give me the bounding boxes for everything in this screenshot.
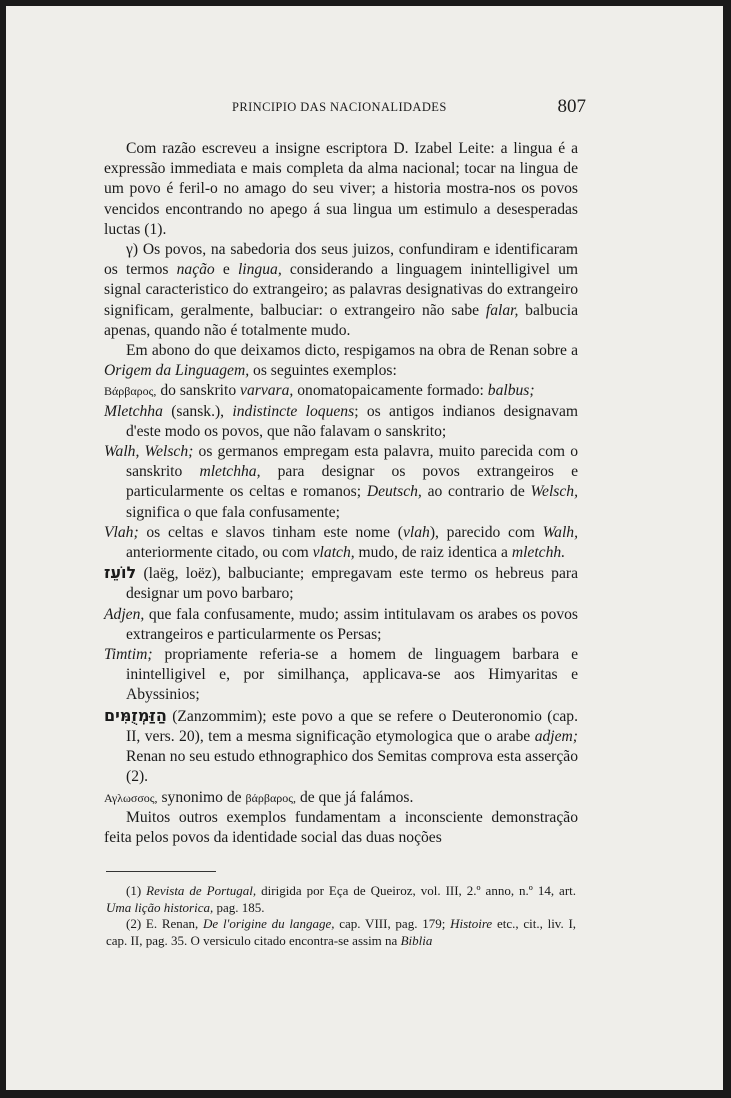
entry-adjen: Adjen, que fala confusamente, mudo; assim intitulavam os arabes os povos extrangeiros e particularmente os Persas; bbox=[104, 605, 579, 643]
entry-barbaros: Βάρβαρος, do sanskrito varvara, onomatopaicamente formado: balbus; bbox=[104, 382, 535, 400]
book-page bbox=[6, 6, 723, 1090]
footnote-divider bbox=[106, 871, 216, 872]
main-text bbox=[104, 139, 578, 848]
footnotes bbox=[106, 883, 576, 949]
running-title: PRINCIPIO DAS NACIONALIDADES bbox=[232, 100, 447, 114]
paragraph-4: Muitos outros exemplos fundamentam a inconsciente demonstração feita pelos povos da identidade social das duas noções bbox=[104, 808, 578, 846]
entry-term: Adjen, bbox=[104, 605, 145, 623]
book-title: Origem da Linguagem, bbox=[104, 362, 250, 380]
entry-vlah: Vlah; os celtas e slavos tinham este nome (vlah), parecido com Walh, anteriormente citado, ou com vlatch, mudo, de raiz identica a mletchh. bbox=[104, 523, 579, 562]
paragraph-1: Com razão escreveu a insigne escriptora D. Izabel Leite: a lingua é a expressão immediata e mais completa da alma nacional; tocar na lingua de um povo é feril-o no amago do seu viver; a historia mostra-nos os povos vencidos encontrando no apego á sua lingua um estimulo a desesperadas luctas (1). bbox=[104, 140, 578, 238]
page-number: 807 bbox=[557, 96, 586, 117]
list-marker: γ) bbox=[126, 241, 139, 259]
footnote-1: (1) Revista de Portugal, dirigida por Eça de Queiroz, vol. III, 2.º anno, n.º 14, art. Uma lição historica, pag. 185. bbox=[106, 883, 577, 915]
entry-term: Timtim; bbox=[104, 646, 153, 664]
entry-term: Walh, Welsch; bbox=[104, 443, 194, 461]
paragraph-3: Em abono do que deixamos dicto, respigamos na obra de Renan sobre a Origem da Linguagem, os seguintes exemplos: bbox=[104, 342, 578, 380]
paragraph-2: γ) Os povos, na sabedoria dos seus juizos, confundiram e identificaram os termos nação e lingua, considerando a linguagem inintelligivel um signal caracteristico do extrangeiro; as palavras designativas do extrangeiro significam, geralmente, balbuciar: o extrangeiro não sabe falar, balbucia apenas, quando não é totalmente mudo. bbox=[104, 241, 578, 339]
entry-laeg: לוֹעֵז (laëg, loëz), balbuciante; empregavam este termo os hebreus para designar um povo barbaro; bbox=[104, 563, 578, 603]
entry-term: Vlah; bbox=[104, 523, 139, 541]
term-falar: falar, bbox=[485, 301, 519, 319]
entry-term: הַזַּמְזֻמִּים bbox=[104, 705, 167, 725]
entry-walh: Walh, Welsch; os germanos empregam esta palavra, muito parecida com o sanskrito mletchha, para designar os povos extrangeiros e particularmente os celtas e romanos; Deutsch, ao contrario de Welsch, significa o que fala confusamente; bbox=[104, 443, 578, 521]
entry-zanzommim: הַזַּמְזֻמִּים (Zanzommim); este povo a que se refere o Deuteronomio (cap. II, vers. 20), tem a mesma significação etymologica que o arabe adjem; Renan no seu estudo ethnographico dos Semitas comprova esta asserção (2). bbox=[104, 705, 578, 786]
entry-term: לוֹעֵז bbox=[104, 563, 137, 583]
entry-term: Αγλωσσος, bbox=[104, 790, 158, 805]
entry-term: Βάρβαρος, bbox=[104, 384, 157, 399]
entry-term: Mletchha bbox=[104, 402, 163, 420]
entry-aglossos: Αγλωσσος, synonimo de βάρβαρος, de que já falámos. bbox=[104, 788, 414, 806]
entry-timtim: Timtim; propriamente referia-se a homem de linguagem barbara e inintelligivel e, por similhança, applicava-se aos Himyaritas e Abyssinios; bbox=[104, 646, 578, 704]
term-nacao: nação bbox=[176, 261, 215, 279]
page-header bbox=[106, 98, 606, 120]
term-lingua: lingua, bbox=[237, 261, 282, 279]
footnote-2: (2) E. Renan, De l'origine du langage, cap. VIII, pag. 179; Histoire etc., cit., liv. I, cap. II, pag. 35. O versiculo citado encontra-se assim na Biblia bbox=[106, 916, 577, 948]
entry-mletchha: Mletchha (sansk.), indistincte loquens; os antigos indianos designavam d'este modo os povos, que não falavam o sanskrito; bbox=[104, 402, 579, 440]
